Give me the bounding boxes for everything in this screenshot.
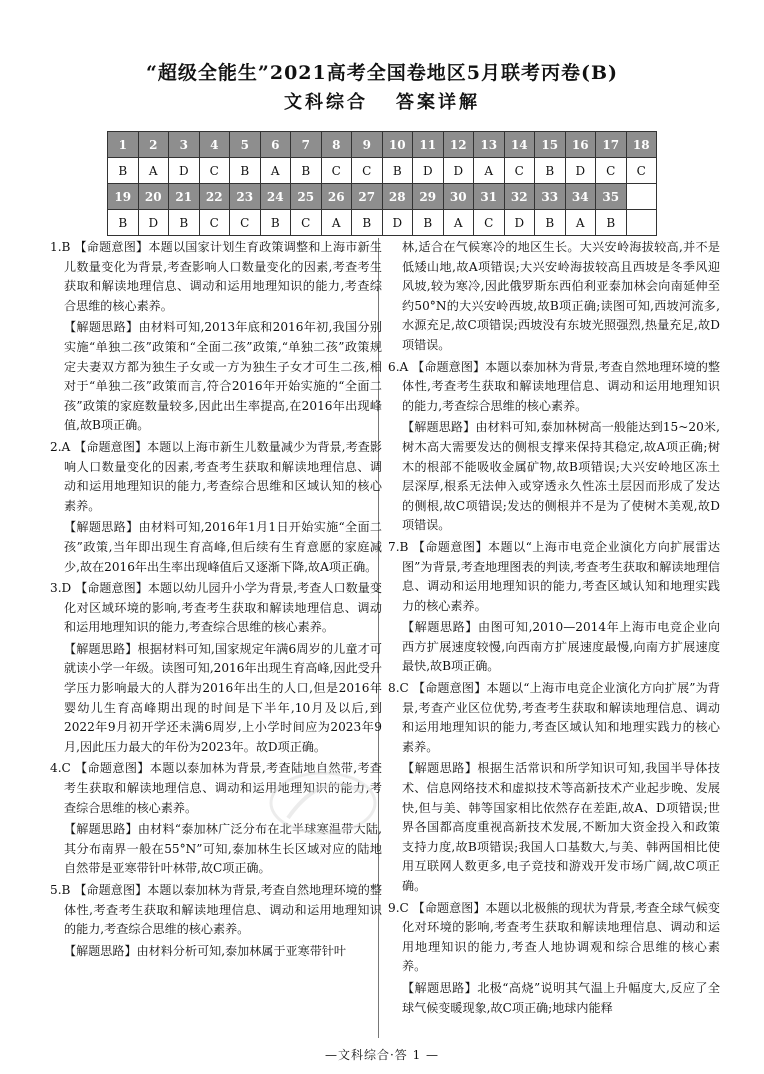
question-number-cell: 28 bbox=[382, 184, 413, 210]
answer-cell: D bbox=[565, 158, 596, 184]
question-number-cell: 33 bbox=[535, 184, 566, 210]
question-number-cell: 1 bbox=[108, 132, 139, 158]
answer-cell: C bbox=[321, 158, 352, 184]
table-empty-cell bbox=[626, 210, 657, 236]
answer-9-solution: 【解题思路】北极“高烧”说明其气温上升幅度大,反应了全球气候变暖现象,故C项正确;地球内能释 bbox=[402, 980, 720, 1015]
answer-cell: C bbox=[596, 158, 627, 184]
answer-cell: B bbox=[413, 210, 444, 236]
question-number-cell: 13 bbox=[474, 132, 505, 158]
answer-cell: D bbox=[138, 210, 169, 236]
question-number-cell: 25 bbox=[291, 184, 322, 210]
answer-cell: B bbox=[382, 158, 413, 184]
question-number-cell: 20 bbox=[138, 184, 169, 210]
answer-cell: D bbox=[443, 158, 474, 184]
answer-cell: B bbox=[260, 210, 291, 236]
answer-cell: C bbox=[199, 210, 230, 236]
watermark-logo bbox=[268, 768, 378, 838]
answer-cell: B bbox=[291, 158, 322, 184]
answer-7: 7.B 【命题意图】本题以“上海市电竞企业演化方向扩展雷达图”为背景,考查地理图表的判读,考查考生获取和解读地理信息、调动和运用地理知识的能力,考查区域认知和地理实践力的核心素养。 bbox=[388, 539, 720, 613]
question-number-cell: 8 bbox=[321, 132, 352, 158]
answer-5: 5.B 【命题意图】本题以泰加林为背景,考查自然地理环境的整体性,考查考生获取和解读地理信息、调动和运用地理知识的能力,考查综合思维的核心素养。 bbox=[50, 883, 382, 937]
answer-table bbox=[107, 131, 657, 236]
question-number-cell: 12 bbox=[443, 132, 474, 158]
question-number-cell: 3 bbox=[169, 132, 200, 158]
answer-cell: A bbox=[443, 210, 474, 236]
answer-5-solution-cont: 林,适合在气候寒冷的地区生长。大兴安岭海拔较高,并不是低矮山地,故A项错误;大兴安岭海拔较高且西坡是冬季风迎风坡,较为寒冷,因此俄罗斯东西伯利亚泰加林会向南延伸至约50°N的大兴安岭西坡,故B项正确;读图可知,西坡河流多,水源充足,故C项错误;西坡没有东坡光照强烈,热量充足,故D项错误。 bbox=[402, 240, 720, 352]
answer-cell: A bbox=[260, 158, 291, 184]
answer-7-solution: 【解题思路】由图可知,2010—2014年上海市电竞企业向西方扩展速度较慢,向西南方扩展速度最慢,向南方扩展速度最快,故B项正确。 bbox=[402, 620, 720, 674]
answer-3-solution: 【解题思路】根据材料可知,国家规定年满6周岁的儿童才可就读小学一年级。读图可知,2016年出现生育高峰,因此受升学压力影响最大的人群为2016年出生的人口,但是2016年婴幼儿生育高峰期出现的时间是下半年,10月及以后,到2022年9月初开学还未满6周岁,上小学时间应为2023年9月,因此压力最大的年份为2023年。故D项正确。 bbox=[64, 641, 382, 754]
answer-cell: B bbox=[352, 210, 383, 236]
answer-cell: D bbox=[382, 210, 413, 236]
answer-cell: C bbox=[352, 158, 383, 184]
answer-cell: B bbox=[535, 158, 566, 184]
question-number-cell: 29 bbox=[413, 184, 444, 210]
page-footer: —文科综合·答 1 — bbox=[324, 1048, 440, 1062]
page-subtitle bbox=[0, 88, 764, 114]
answer-cell: B bbox=[535, 210, 566, 236]
question-number-cell: 23 bbox=[230, 184, 261, 210]
question-number-cell: 35 bbox=[596, 184, 627, 210]
question-number-cell: 30 bbox=[443, 184, 474, 210]
right-column bbox=[388, 238, 720, 1038]
question-number-cell: 32 bbox=[504, 184, 535, 210]
answer-5-solution: 【解题思路】由材料分析可知,泰加林属于亚寒带针叶 bbox=[64, 943, 347, 958]
page-title: “超级全能生”2021高考全国卷地区5月联考丙卷(B) bbox=[146, 62, 618, 84]
answer-cell: D bbox=[504, 210, 535, 236]
question-number-cell: 19 bbox=[108, 184, 139, 210]
answer-4: 4.C 【命题意图】本题以泰加林为背景,考查陆地自然带,考查考生获取和解读地理信息、调动和运用地理知识的能力,考查综合思维的核心素养。 bbox=[50, 761, 382, 815]
answer-6-solution: 【解题思路】由材料可知,泰加林树高一般能达到15~20米,树木高大需要发达的侧根支撑来保持其稳定,故A项正确;树木的根部不能吸收金属矿物,故B项错误;大兴安岭地区冻土层深厚,根系无法伸入或穿透永久性冻土层因而形成了发达的侧根,故C项错误;发达的侧根并不是为了使树木美观,故D项错误。 bbox=[402, 420, 720, 533]
question-number-cell: 4 bbox=[199, 132, 230, 158]
answer-cell: A bbox=[474, 158, 505, 184]
answer-cell: D bbox=[169, 158, 200, 184]
question-number-cell: 2 bbox=[138, 132, 169, 158]
question-number-cell: 17 bbox=[596, 132, 627, 158]
answer-cell: C bbox=[504, 158, 535, 184]
answer-cell: B bbox=[596, 210, 627, 236]
subtitle-answers: 答案详解 bbox=[396, 92, 480, 113]
question-number-cell: 26 bbox=[321, 184, 352, 210]
answer-cell: C bbox=[626, 158, 657, 184]
question-number-cell: 27 bbox=[352, 184, 383, 210]
answer-2: 2.A 【命题意图】本题以上海市新生儿数量减少为背景,考查影响人口数量变化的因素,考查考生获取和解读地理信息、调动和运用地理知识的能力,考查综合思维和区域认知的核心素养。 bbox=[50, 439, 382, 513]
question-number-cell: 11 bbox=[413, 132, 444, 158]
answer-9: 9.C 【命题意图】本题以北极熊的现状为背景,考查全球气候变化对环境的影响,考查考生获取和解读地理信息、调动和运用地理知识的能力,考查人地协调观和综合思维的核心素养。 bbox=[388, 900, 720, 974]
question-number-cell: 16 bbox=[565, 132, 596, 158]
question-number-cell: 21 bbox=[169, 184, 200, 210]
answer-2-solution: 【解题思路】由材料可知,2016年1月1日开始实施“全面二孩”政策,当年即出现生育高峰,但后续有生育意愿的家庭减少,故在2016年出生率出现峰值后又逐渐下降,故A项正确。 bbox=[64, 520, 382, 574]
answer-cell: B bbox=[169, 210, 200, 236]
question-number-cell: 5 bbox=[230, 132, 261, 158]
question-number-cell: 6 bbox=[260, 132, 291, 158]
answer-4-solution: 【解题思路】由材料“泰加林广泛分布在北半球寒温带大陆,其分布南界一般在55°N”可知,泰加林生长区域对应的陆地自然带是亚寒带针叶林带,故C项正确。 bbox=[64, 822, 382, 876]
answer-cell: A bbox=[565, 210, 596, 236]
answer-cell: B bbox=[230, 158, 261, 184]
question-number-cell: 22 bbox=[199, 184, 230, 210]
answer-cell: A bbox=[321, 210, 352, 236]
question-number-cell: 10 bbox=[382, 132, 413, 158]
answer-8: 8.C 【命题意图】本题以“上海市电竞企业演化方向扩展”为背景,考查产业区位优势,考查考生获取和解读地理信息、调动和运用地理知识的能力,考查区域认知和地理实践力的核心素养。 bbox=[388, 681, 720, 754]
answer-cell: D bbox=[413, 158, 444, 184]
answer-6: 6.A 【命题意图】本题以泰加林为背景,考查自然地理环境的整体性,考查考生获取和解读地理信息、调动和运用地理知识的能力,考查综合思维的核心素养。 bbox=[388, 359, 720, 413]
question-number-cell: 31 bbox=[474, 184, 505, 210]
table-empty-cell bbox=[626, 184, 657, 210]
answer-cell: B bbox=[108, 210, 139, 236]
question-number-cell: 9 bbox=[352, 132, 383, 158]
question-number-cell: 24 bbox=[260, 184, 291, 210]
answer-1-solution: 【解题思路】由材料可知,2013年底和2016年初,我国分别实施“单独二孩”政策和“全面二孩”政策,“单独二孩”政策规定夫妻双方都为独生子女或一方为独生子女才可生二孩,相对于“单独二孩”政策而言,符合2016年开始实施的“全面二孩”政策的家庭数量较多,因此出生率提高,在2016年出现峰值,故B项正确。 bbox=[64, 320, 382, 433]
answer-cell: B bbox=[108, 158, 139, 184]
question-number-cell: 34 bbox=[565, 184, 596, 210]
answer-1: 1.B 【命题意图】本题以国家计划生育政策调整和上海市新生儿数量变化为背景,考查影响人口数量变化的因素,考查考生获取和解读地理信息、调动和运用地理知识的能力,考查综合思维的核心素养。 bbox=[50, 240, 382, 313]
question-number-cell: 18 bbox=[626, 132, 657, 158]
answer-cell: C bbox=[230, 210, 261, 236]
answer-cell: C bbox=[474, 210, 505, 236]
question-number-cell: 15 bbox=[535, 132, 566, 158]
answer-cell: C bbox=[291, 210, 322, 236]
answer-cell: A bbox=[138, 158, 169, 184]
answer-cell: C bbox=[199, 158, 230, 184]
subtitle-subject: 文科综合 bbox=[284, 92, 368, 113]
question-number-cell: 14 bbox=[504, 132, 535, 158]
question-number-cell: 7 bbox=[291, 132, 322, 158]
left-column bbox=[50, 238, 382, 1038]
answer-3: 3.D 【命题意图】本题以幼儿园升小学为背景,考查人口数量变化对区域环境的影响,考查考生获取和解读地理信息、调动和运用地理知识的能力,考查综合思维的核心素养。 bbox=[50, 581, 382, 635]
answer-8-solution: 【解题思路】根据生活常识和所学知识可知,我国半导体技术、信息网络技术和虚拟技术等高新技术产业起步晚、发展快,但与美、韩等国家相比依然存在差距,故A、D项错误;世界各国都高度重视高新技术发展,不断加大资金投入和政策支持力度,故B项错误;我国人口基数大,与美、韩两国相比使用互联网人数更多,电子竞技和游戏开发市场广阔,故C项正确。 bbox=[402, 761, 720, 893]
